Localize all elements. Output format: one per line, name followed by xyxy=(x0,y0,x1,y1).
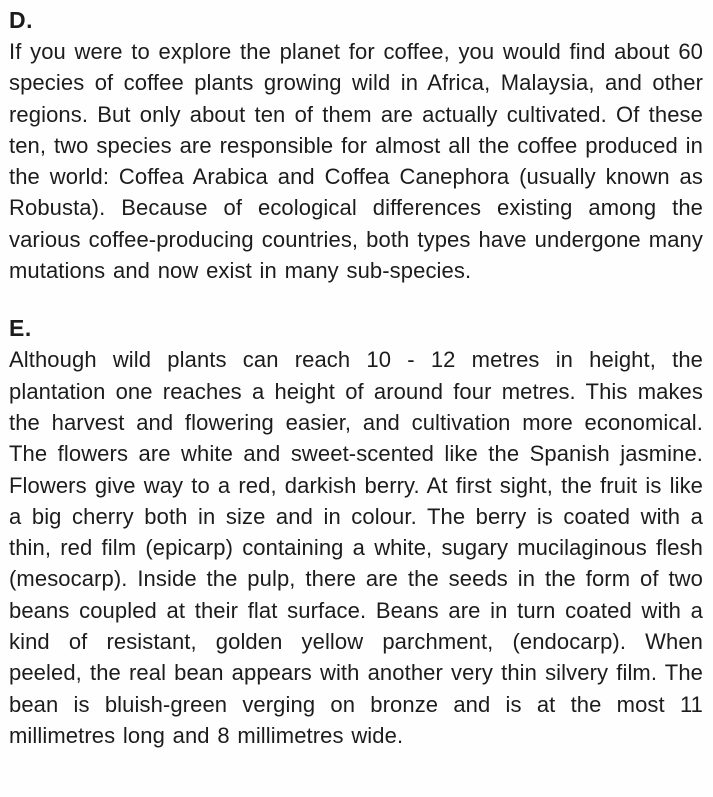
passage-d-label: D. xyxy=(9,7,33,33)
passage-e xyxy=(9,313,703,751)
passage-e-label: E. xyxy=(9,315,32,342)
passage-d xyxy=(9,5,703,286)
passage-e-text: Although wild plants can reach 10 - 12 metres in height, the plantation one reaches a height of around four metres. This makes the harvest and flowering easier, and cultivation more economical. The flowers are white and sweet-scented like the Spanish jasmine. Flowers give way to a red, darkish berry. At first sight, the fruit is like a big cherry both in size and in colour. The berry is coated with a thin, red film (epicarp) containing a white, sugary mucilaginous flesh (mesocarp). Inside the pulp, there are the seeds in the form of two beans coupled at their flat surface. Beans are in turn coated with a kind of resistant, golden yellow parchment, (endocarp). When peeled, the real bean appears with another very thin silvery film. The bean is bluish-green verging on bronze and is at the most 11 millimetres long and 8 millimetres wide. xyxy=(9,347,703,748)
passage-d-text: If you were to explore the planet for coffee, you would find about 60 species of coffee plants growing wild in Africa, Malaysia, and other regions. But only about ten of them are actually cultivated. Of these ten, two species are responsible for almost all the coffee produced in the world: Coffea Arabica and Coffea Canephora (usually known as Robusta). Because of ecological differences existing among the various coffee-producing countries, both types have undergone many mutations and now exist in many sub-species. xyxy=(9,39,703,284)
